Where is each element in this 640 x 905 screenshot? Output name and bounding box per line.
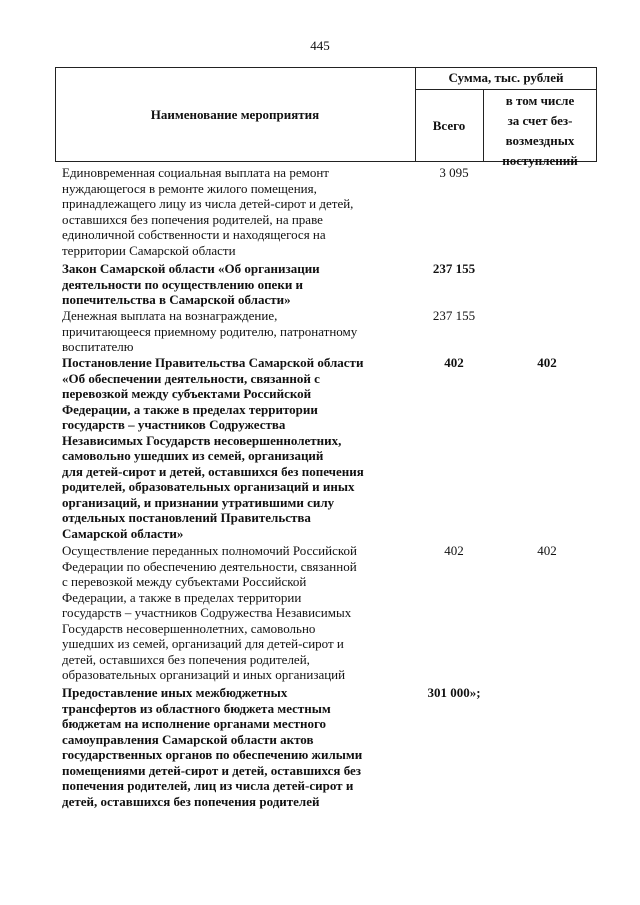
- row-name-line: принадлежащего лицу из числа детей-сирот и детей,: [62, 196, 354, 211]
- row-name-line: территории Самарской области: [62, 242, 236, 258]
- row-name-line: государственных органов по обеспечению жилыми: [62, 747, 363, 762]
- row-name-line: попечительства в Самарской области»: [62, 292, 291, 307]
- row-name: [62, 261, 414, 308]
- row-name: [62, 355, 414, 541]
- row-name: [62, 543, 414, 683]
- row-name-line: оставшихся без попечения родителей, на праве: [62, 211, 323, 227]
- row-name-line: единоличной собственности и находящегося на: [62, 227, 326, 242]
- row-name: [62, 165, 414, 258]
- row-name-line: воспитателю: [62, 339, 134, 354]
- row-total: 301 000»;: [427, 685, 481, 700]
- row-name-line: для детей-сирот и детей, оставшихся без попечения: [62, 463, 364, 479]
- row-total: 402: [444, 543, 464, 558]
- row-incl: 402: [537, 355, 557, 370]
- row-name-line: детей, оставшихся без попечения родителей: [62, 793, 320, 809]
- row-name-line: образовательных организаций и иных организаций: [62, 667, 346, 682]
- row-name-line: Закон Самарской области «Об организации: [62, 261, 320, 276]
- row-name-line: организаций, и признании утратившими силу: [62, 494, 335, 510]
- row-name-line: помещениями детей-сирот и детей, оставшихся без: [62, 762, 362, 778]
- row-name-line: попечения родителей, лиц из числа детей-сирот и: [62, 778, 354, 793]
- row-name: [62, 685, 414, 809]
- row-name-line: бюджетам на исполнение органами местного: [62, 716, 327, 731]
- row-name-line: «Об обеспечении деятельности, связанной с: [62, 370, 320, 386]
- row-name-line: самовольно ушедших из семей, организаций: [62, 448, 324, 463]
- row-name-line: детей, оставшихся без попечения родителей,: [62, 651, 310, 667]
- row-name-line: Единовременная социальная выплата на ремонт: [62, 165, 329, 180]
- header-incl-line: в том числе: [505, 93, 575, 108]
- row-name-line: самоуправления Самарской области актов: [62, 731, 314, 747]
- row-name-line: Федерации, а также в пределах территории: [62, 589, 302, 605]
- column-header-sum: Сумма, тыс. рублей: [448, 70, 564, 85]
- header-incl-line: возмездных: [505, 133, 575, 148]
- row-name-line: государств – участников Содружества Независимых: [62, 605, 352, 620]
- row-name-line: родителей, образовательных организаций и иных: [62, 479, 355, 494]
- row-name-line: Денежная выплата на вознаграждение,: [62, 308, 278, 323]
- row-name-line: Самарской области»: [62, 525, 184, 541]
- row-name-line: с перевозкой между субъектами Российской: [62, 574, 307, 589]
- row-name-line: государств – участников Содружества: [62, 417, 286, 432]
- row-total: 237 155: [432, 308, 476, 323]
- row-name-line: причитающееся приемному родителю, патронатному: [62, 323, 358, 339]
- row-incl: 402: [537, 543, 557, 558]
- row-name-line: отдельных постановлений Правительства: [62, 510, 311, 525]
- column-header-name: Наименование мероприятия: [150, 106, 320, 122]
- header-incl-line: поступлений: [502, 153, 578, 168]
- row-name-line: перевозкой между субъектами Российской: [62, 386, 312, 401]
- row-name-line: Федерации по обеспечению деятельности, связанной: [62, 558, 357, 574]
- row-name-line: Осуществление переданных полномочий Российской: [62, 543, 357, 558]
- table-header: [55, 67, 597, 168]
- column-header-total: Всего: [432, 117, 466, 133]
- row-name-line: трансфертов из областного бюджета местным: [62, 700, 331, 716]
- row-total: 402: [444, 355, 464, 370]
- header-incl-line: за счет без-: [507, 113, 573, 128]
- row-name-line: Федерации, а также в пределах территории: [62, 401, 318, 417]
- column-header-incl: [483, 91, 597, 171]
- row-name-line: Постановление Правительства Самарской области: [62, 355, 364, 370]
- row-name-line: нуждающегося в ремонте жилого помещения,: [62, 180, 317, 196]
- row-name-line: Независимых Государств несовершеннолетних,: [62, 432, 342, 448]
- row-name-line: ушедших из семей, организаций для детей-сирот и: [62, 636, 344, 651]
- row-name-line: Предоставление иных межбюджетных: [62, 685, 288, 700]
- page-number: 445: [310, 38, 330, 53]
- row-name-line: деятельности по осуществлению опеки и: [62, 276, 304, 292]
- row-name-line: Государств несовершеннолетних, самовольно: [62, 620, 316, 636]
- row-total: 237 155: [432, 261, 476, 276]
- row-name: [62, 308, 414, 355]
- row-total: 3 095: [439, 165, 469, 180]
